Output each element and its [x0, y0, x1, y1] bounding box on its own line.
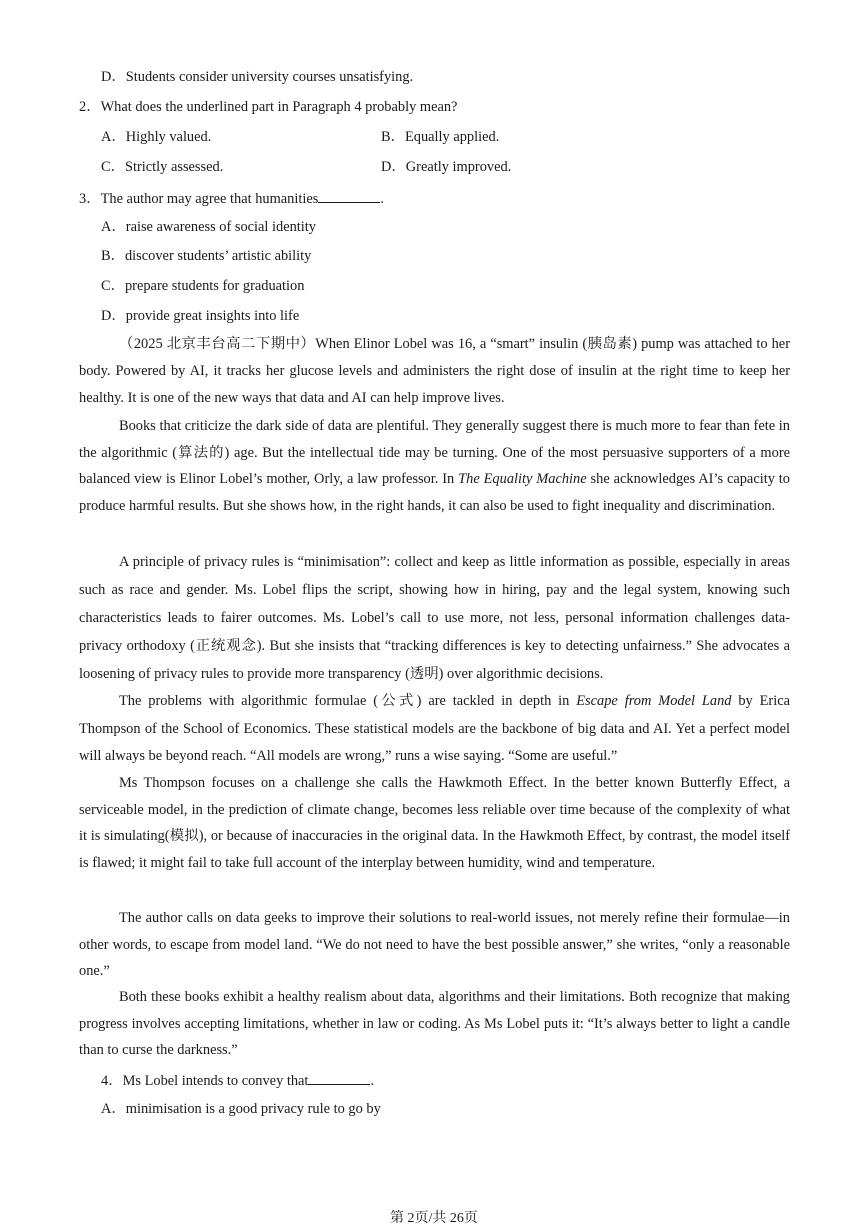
q3-option-d: D．provide great insights into life	[101, 308, 300, 324]
q2-option-b: B．Equally applied.	[381, 129, 500, 145]
passage-paragraph-1: （2025 北京丰台高二下期中）When Elinor Lobel was 16, a “smart” insulin (胰岛素) pump was attached to her body. Powered by AI, it tracks her glucose levels and administers the right dose of insulin at the right time to keep her healthy. It is one of the new ways that data and AI can help improve lives.	[79, 336, 790, 406]
q2-stem: 2．What does the underlined part in Paragraph 4 probably mean?	[79, 99, 458, 115]
q4-stem	[101, 1070, 374, 1090]
q3-stem-end: .	[380, 191, 384, 207]
book-title-equality-machine: The Equality Machine	[458, 471, 587, 487]
q3-option-b: B．discover students’ artistic ability	[101, 248, 312, 264]
q3-stem-text: 3．The author may agree that humanities	[79, 191, 319, 207]
q1-option-d: D．Students consider university courses unsatisfying.	[101, 69, 414, 85]
answer-blank	[318, 188, 380, 203]
q2-option-d: D．Greatly improved.	[381, 159, 512, 175]
passage-paragraph-6: The author calls on data geeks to improve their solutions to real-world issues, not merely refine their formulae—in other words, to escape from model land. “We do not need to have the best possible answer,” she writes, “only a reasonable one.”	[79, 910, 790, 979]
q2-option-c: C．Strictly assessed.	[101, 159, 224, 175]
q3-stem	[79, 188, 384, 208]
q4-option-a: A．minimisation is a good privacy rule to go by	[101, 1101, 381, 1117]
page-footer: 第 2页/共 26页	[390, 1211, 478, 1226]
q3-option-a: A．raise awareness of social identity	[101, 219, 316, 235]
q2-option-a: A．Highly valued.	[101, 129, 212, 145]
passage-paragraph-4	[79, 688, 790, 771]
passage-paragraph-2	[79, 413, 790, 519]
book-title-model-land: Escape from Model Land	[576, 693, 732, 709]
p2-text-a: Books that criticize the dark side of data are plentiful. They generally suggest there is much more to fear than fete in the algorithmic (算法的) age. But the intellectual tide may be turning. One of the most persuasive supporters of a more balanced view is Elinor Lobel’s mother, Orly, a law professor. In	[79, 418, 790, 487]
q3-option-c: C．prepare students for graduation	[101, 278, 305, 294]
q4-stem-text: 4．Ms Lobel intends to convey that	[101, 1073, 309, 1089]
p2-text-b: she acknowledges AI’s capacity to produce harmful results. But she shows how, in the right hands, it can also be used to fight inequality and discrimination.	[79, 471, 791, 514]
answer-blank	[308, 1070, 370, 1085]
passage-paragraph-5: Ms Thompson focuses on a challenge she calls the Hawkmoth Effect. In the better known Butterfly Effect, a serviceable model, in the prediction of climate change, becomes less reliable over time because of the complexity of what it is simulating(模拟), or because of inaccuracies in the original data. In the Hawkmoth Effect, by contrast, the model itself is flawed; it might fail to take full account of the interplay between humidity, wind and temperature.	[79, 775, 790, 872]
q4-stem-end: .	[370, 1073, 375, 1089]
p4-text-a: The problems with algorithmic formulae (公式) are tackled in depth in	[119, 693, 577, 709]
passage-paragraph-7: Both these books exhibit a healthy realism about data, algorithms and their limitations. Both recognize that making progress involves accepting limitations, whether in law or coding. As Ms Lobel puts it: “It’s always better to light a candle than to curse the darkness.”	[79, 989, 790, 1058]
p4-text-b: by Erica Thompson of the School of Economics. These statistical models are the backbone of big data and AI. Yet a perfect model will always be beyond reach. “All models are wrong,” runs a wise saying. “Some are useful.”	[79, 693, 790, 764]
passage-paragraph-3: A principle of privacy rules is “minimisation”: collect and keep as little information as possible, especially in areas such as race and gender. Ms. Lobel flips the script, showing how in hiring, pay and the legal system, knowing such characteristics leads to fairer outcomes. Ms. Lobel’s call to use more, not less, personal information challenges data-privacy orthodoxy (正统观念). But she insists that “tracking differences is key to detecting unfairness.” She advocates a loosening of privacy rules to provide more transparency (透明) over algorithmic decisions.	[79, 554, 790, 682]
